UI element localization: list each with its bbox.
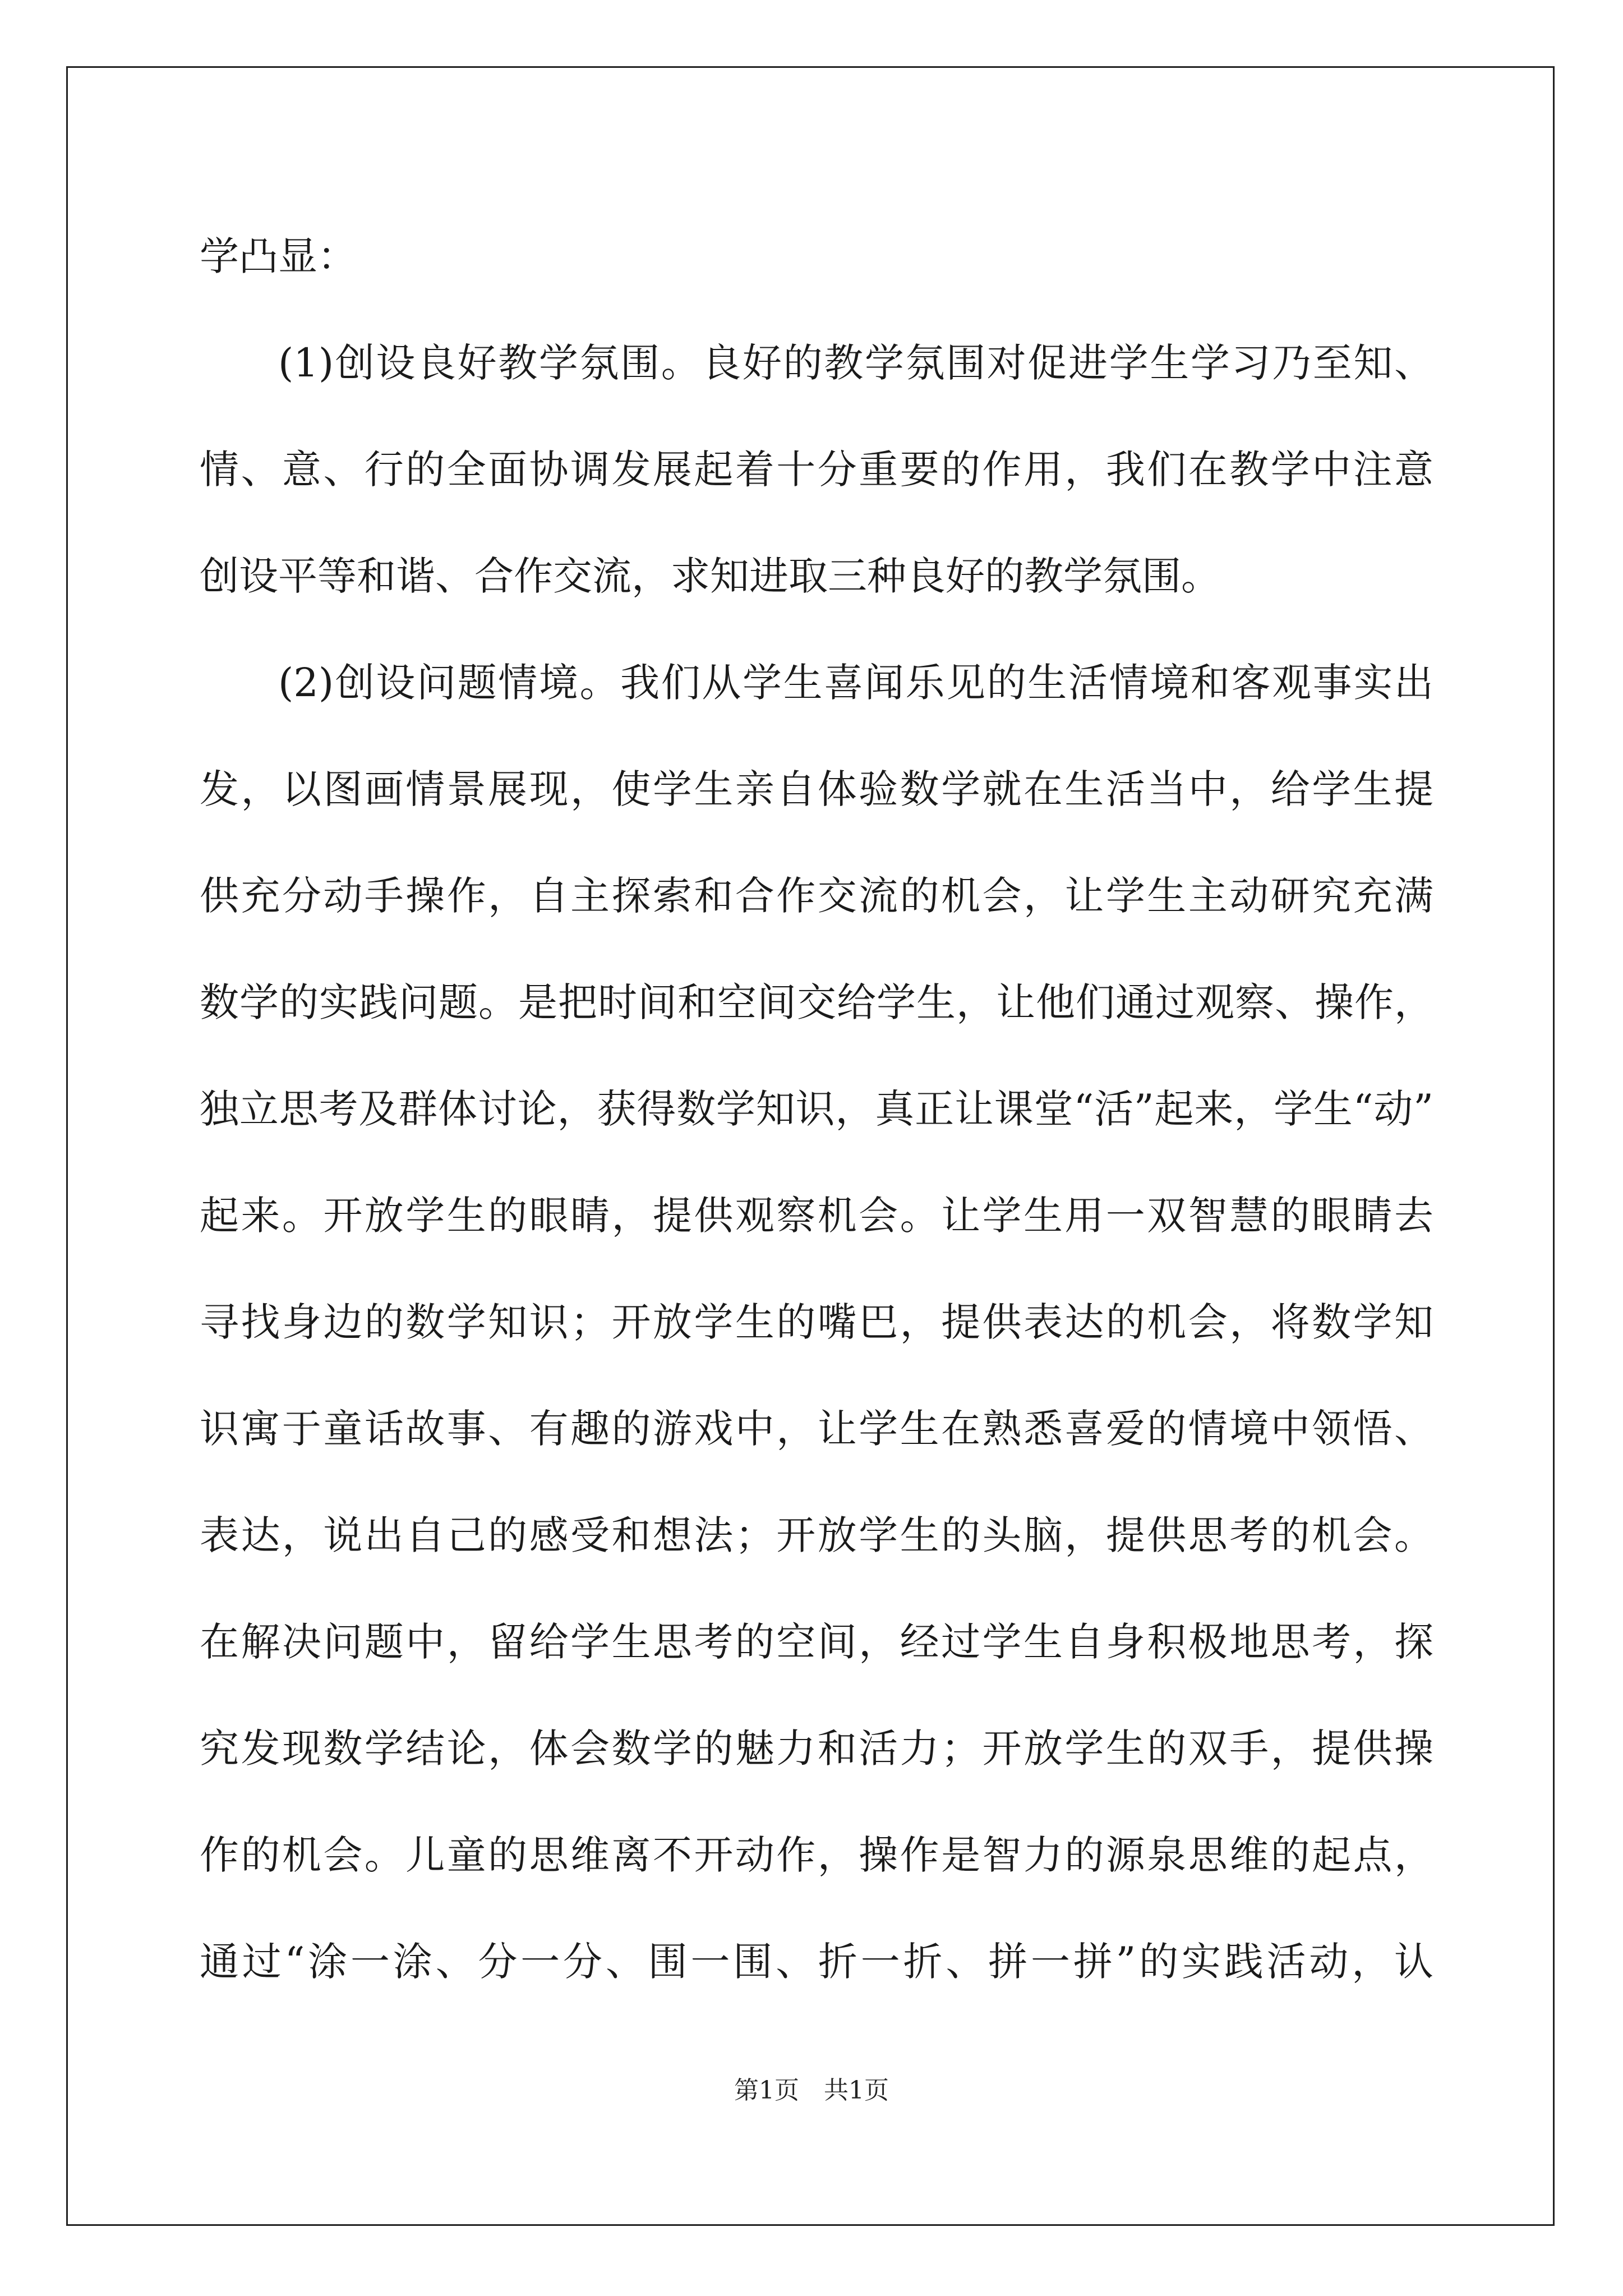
text-line: 学凸显： [200,233,357,279]
document-body [200,203,1433,2015]
text-line: 数学的实践问题。是把时间和空间交给学生，让他们通过观察、操作， [200,979,1433,1025]
text-line: (2)创设问题情境。我们从学生喜闻乐见的生活情境和客观事实出 [278,660,1433,706]
text-line: 寻找身边的数学知识；开放学生的嘴巴，提供表达的机会，将数学知 [200,1299,1433,1345]
text-line: 供充分动手操作，自主探索和合作交流的机会，让学生主动研究充满 [200,873,1433,919]
text-line: 究发现数学结论，体会数学的魅力和活力；开放学生的双手，提供操 [200,1726,1433,1772]
text-line: 情、意、行的全面协调发展起着十分重要的作用，我们在教学中注意 [200,447,1433,493]
text-line: (1)创设良好教学氛围。良好的教学氛围对促进学生学习乃至知、 [278,340,1433,386]
text-line: 起来。开放学生的眼睛，提供观察机会。让学生用一双智慧的眼睛去 [200,1193,1433,1239]
page-number-footer: 第1页 共1页 [734,2076,889,2105]
text-line: 表达，说出自己的感受和想法；开放学生的头脑，提供思考的机会。 [200,1512,1433,1558]
text-line: 在解决问题中，留给学生思考的空间，经过学生自身积极地思考，探 [200,1619,1433,1665]
text-line: 独立思考及群体讨论，获得数学知识，真正让课堂“活”起来，学生“动” [200,1086,1433,1132]
text-line: 作的机会。儿童的思维离不开动作，操作是智力的源泉思维的起点， [200,1832,1433,1878]
text-line: 通过“涂一涂、分一分、围一围、折一折、拼一拼”的实践活动，认 [200,1939,1433,1985]
text-line: 创设平等和谐、合作交流，求知进取三种良好的教学氛围。 [200,553,1220,599]
text-line: 发，以图画情景展现，使学生亲自体验数学就在生活当中，给学生提 [200,766,1433,812]
text-line: 识寓于童话故事、有趣的游戏中，让学生在熟悉喜爱的情境中领悟、 [200,1406,1433,1452]
